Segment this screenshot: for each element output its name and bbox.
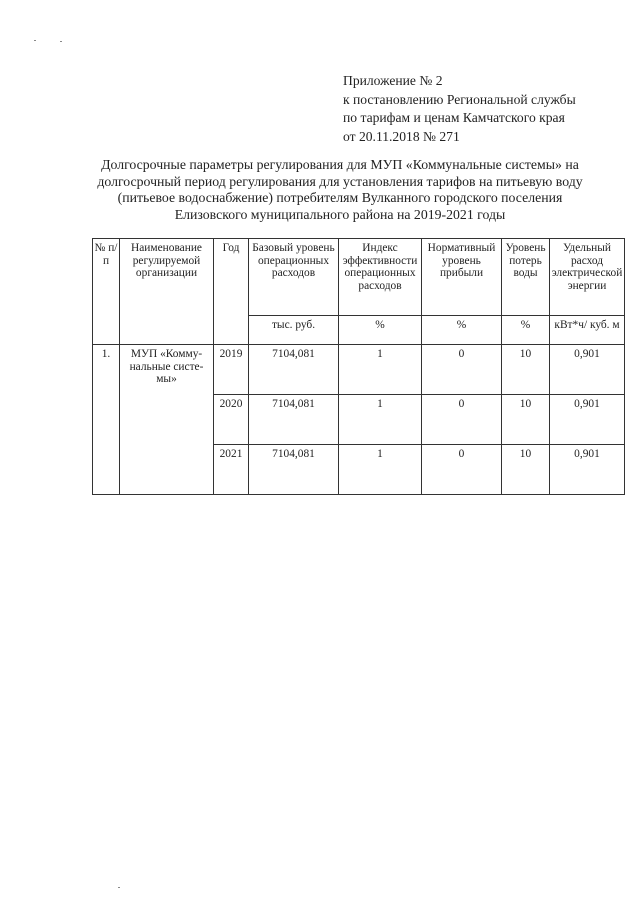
cell-base-costs: 7104,081 xyxy=(249,345,339,395)
appendix-authority: по тарифам и ценам Камчатского края xyxy=(343,110,565,125)
cell-profit-level: 0 xyxy=(422,395,502,445)
cell-profit-level: 0 xyxy=(422,345,502,395)
title-line: (питьевое водоснабжение) потребителям Вулканного городского поселения xyxy=(117,190,563,205)
document-title xyxy=(60,157,620,223)
organization-name: МУП «Комму-нальные систе-мы» xyxy=(120,345,214,495)
cell-energy-consumption: 0,901 xyxy=(550,395,625,445)
unit-water-loss: % xyxy=(502,316,550,345)
table-row xyxy=(93,345,625,395)
cell-efficiency-index: 1 xyxy=(339,445,422,495)
header-year: Год xyxy=(214,239,249,345)
cell-year: 2019 xyxy=(214,345,249,395)
scan-speck xyxy=(60,41,62,42)
appendix-date: от 20.11.2018 № 271 xyxy=(343,128,460,144)
title-line: Долгосрочные параметры регулирования для МУП «Коммунальные системы» на xyxy=(101,157,579,172)
cell-water-loss: 10 xyxy=(502,345,550,395)
regulation-parameters-table xyxy=(92,238,625,495)
title-line: долгосрочный период регулирования для установления тарифов на питьевую воду xyxy=(97,173,583,189)
cell-energy-consumption: 0,901 xyxy=(550,445,625,495)
appendix-reference xyxy=(343,72,633,146)
cell-energy-consumption: 0,901 xyxy=(550,345,625,395)
header-energy-consumption: Удельный расход электрической энергии xyxy=(550,239,625,316)
cell-efficiency-index: 1 xyxy=(339,345,422,395)
header-organization: Наименование регулируемой организации xyxy=(120,239,214,345)
unit-profit-level: % xyxy=(422,316,502,345)
cell-year: 2021 xyxy=(214,445,249,495)
title-line: Елизовского муниципального района на 2019-2021 годы xyxy=(174,206,506,222)
cell-water-loss: 10 xyxy=(502,445,550,495)
row-number: 1. xyxy=(93,345,120,495)
header-base-costs: Базовый уровень операционных расходов xyxy=(249,239,339,316)
scan-speck xyxy=(34,40,36,41)
appendix-resolution: к постановлению Региональной службы xyxy=(343,91,576,107)
header-efficiency-index: Индекс эффективности операционных расходов xyxy=(339,239,422,316)
unit-base-costs: тыс. руб. xyxy=(249,316,339,345)
cell-efficiency-index: 1 xyxy=(339,395,422,445)
cell-water-loss: 10 xyxy=(502,395,550,445)
unit-energy-consumption: кВт*ч/ куб. м xyxy=(550,316,625,345)
unit-efficiency-index: % xyxy=(339,316,422,345)
header-water-loss: Уровень потерь воды xyxy=(502,239,550,316)
header-profit-level: Нормативный уровень прибыли xyxy=(422,239,502,316)
cell-year: 2020 xyxy=(214,395,249,445)
appendix-number: Приложение № 2 xyxy=(343,73,443,88)
cell-base-costs: 7104,081 xyxy=(249,395,339,445)
header-number: № п/п xyxy=(93,239,120,345)
table-header-row xyxy=(93,239,625,316)
cell-profit-level: 0 xyxy=(422,445,502,495)
cell-base-costs: 7104,081 xyxy=(249,445,339,495)
scan-speck xyxy=(118,887,120,888)
